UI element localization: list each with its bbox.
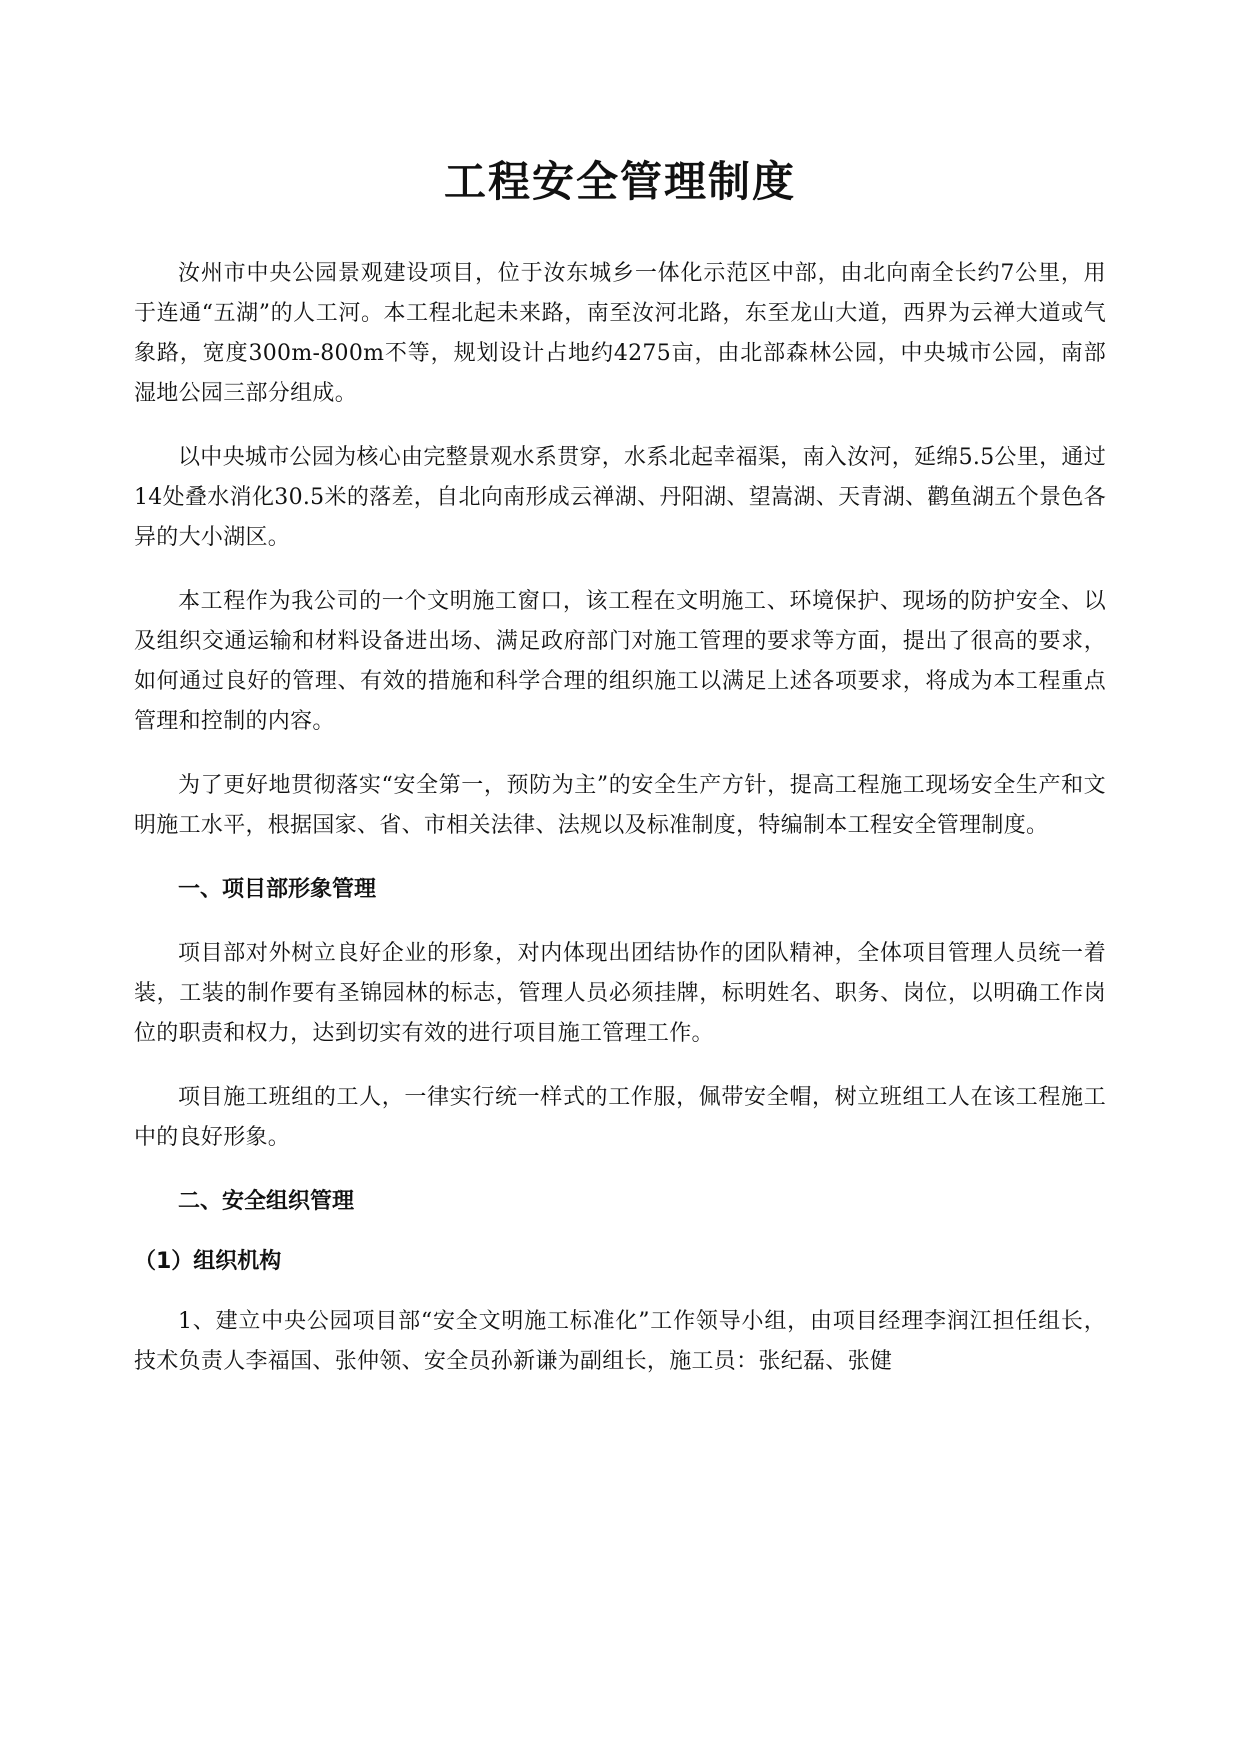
intro-paragraph-4: 为了更好地贯彻落实“安全第一，预防为主”的安全生产方针，提高工程施工现场安全生产和文明施工水平，根据国家、省、市相关法律、法规以及标准制度，特编制本工程安全管理制度。	[134, 773, 1106, 838]
section1-paragraph-1: 项目部对外树立良好企业的形象，对内体现出团结协作的团队精神，全体项目管理人员统一着装，工装的制作要有圣锦园林的标志，管理人员必须挂牌，标明姓名、职务、岗位，以明确工作岗位的职责和权力，达到切实有效的进行项目施工管理工作。	[134, 941, 1106, 1046]
intro-paragraph-3: 本工程作为我公司的一个文明施工窗口，该工程在文明施工、环境保护、现场的防护安全、以及组织交通运输和材料设备进出场、满足政府部门对施工管理的要求等方面，提出了很高的要求，如何通过良好的管理、有效的措施和科学合理的组织施工以满足上述各项要求，将成为本工程重点管理和控制的内容。	[134, 589, 1106, 734]
subheading-organization-structure: （1）组织机构	[134, 1249, 282, 1274]
document-body	[134, 150, 1106, 1406]
section1-paragraph-2: 项目施工班组的工人，一律实行统一样式的工作服，佩带安全帽，树立班组工人在该工程施工中的良好形象。	[134, 1085, 1106, 1150]
section2-paragraph-1: 1、建立中央公园项目部“安全文明施工标准化”工作领导小组，由项目经理李润江担任组长，技术负责人李福国、张仲领、安全员孙新谦为副组长，施工员：张纪磊、张健	[134, 1309, 1106, 1374]
section-heading-safety-organization: 二、安全组织管理	[178, 1189, 355, 1214]
intro-paragraph-2: 以中央城市公园为核心由完整景观水系贯穿，水系北起幸福渠，南入汝河，延绵5.5公里，通过14处叠水消化30.5米的落差，自北向南形成云禅湖、丹阳湖、望嵩湖、天青湖、鹳鱼湖五个景色各异的大小湖区。	[134, 445, 1106, 550]
intro-paragraph-1: 汝州市中央公园景观建设项目，位于汝东城乡一体化示范区中部，由北向南全长约7公里，用于连通“五湖”的人工河。本工程北起未来路，南至汝河北路，东至龙山大道，西界为云禅大道或气象路，宽度300m-800m不等，规划设计占地约4275亩，由北部森林公园，中央城市公园，南部湿地公园三部分组成。	[134, 261, 1106, 406]
section-heading-image-management: 一、项目部形象管理	[178, 877, 377, 902]
document-title: 工程安全管理制度	[443, 157, 796, 206]
